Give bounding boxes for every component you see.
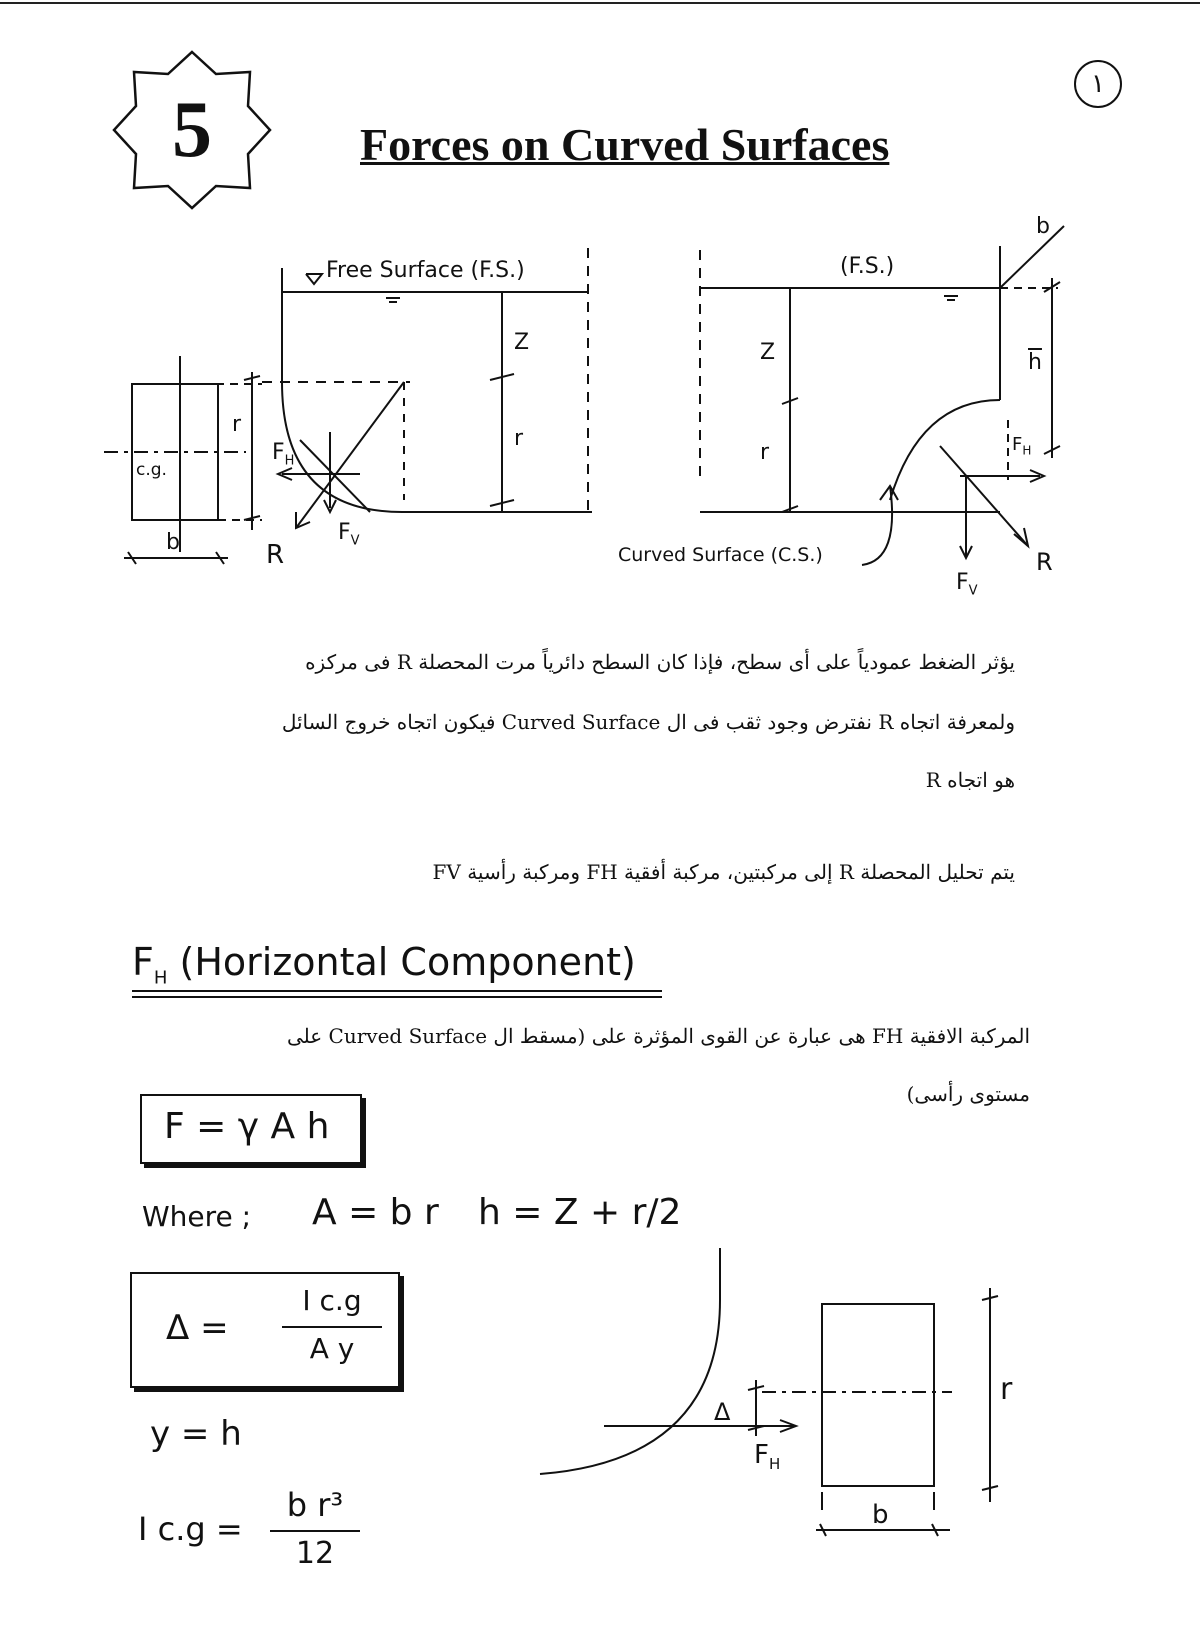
- bottom-b-label: b: [872, 1500, 889, 1530]
- diagram-bottom-projection: [0, 1240, 1200, 1640]
- left-r-resultant-label: R: [266, 540, 285, 570]
- right-r-label: r: [760, 440, 770, 465]
- right-fs-label: (F.S.): [840, 254, 895, 279]
- paragraph-1-line-2: ولمعرفة اتجاه R نفترض وجود ثقب فى ال Curved Surface فيكون اتجاه خروج السائل: [281, 710, 1015, 734]
- diagram-right-curved-surface: [0, 0, 1200, 620]
- area-formula: A = b r: [312, 1192, 439, 1233]
- icg-numerator: b r³: [286, 1486, 344, 1524]
- delta-denominator: A y: [309, 1332, 355, 1365]
- bottom-delta-label: Δ: [714, 1398, 731, 1426]
- hbar-formula: h = Z + r/2: [478, 1192, 682, 1233]
- paragraph-3-line-1: المركبة الافقية FH هى عبارة عن القوى المؤثرة على (مسقط ال Curved Surface على: [286, 1024, 1030, 1048]
- icg-lhs: I c.g =: [138, 1510, 243, 1548]
- ybar-formula: y = h: [150, 1414, 242, 1454]
- delta-lhs: Δ =: [166, 1308, 229, 1348]
- right-fh-label: $F_H$: [1012, 434, 1032, 458]
- where-label: Where ;: [142, 1200, 252, 1233]
- chapter-number: 5: [172, 86, 212, 174]
- bottom-fh-label: $F_H$: [754, 1440, 781, 1474]
- right-curved-surface-label: Curved Surface (C.S.): [618, 544, 823, 566]
- paragraph-3-line-2: مستوى رأسى): [906, 1082, 1030, 1106]
- left-fv-label: $F_V$: [338, 520, 360, 549]
- paragraph-2: يتم تحليل المحصلة R إلى مركبتين، مركبة أفقية FH ومركبة رأسية FV: [432, 860, 1015, 884]
- right-r-resultant-label: R: [1036, 548, 1053, 576]
- left-cg-label: c.g.: [136, 460, 167, 480]
- fh-heading-underline-2: [132, 996, 662, 998]
- icg-denominator: 12: [295, 1536, 335, 1571]
- page-number: ١: [1074, 60, 1122, 108]
- force-formula: F = γ A h: [164, 1106, 330, 1147]
- delta-numerator: I c.g: [302, 1284, 362, 1317]
- left-b-label: b: [166, 530, 180, 555]
- page-title: Forces on Curved Surfaces: [360, 119, 890, 170]
- right-z-label: Z: [760, 340, 776, 365]
- left-section-r-label: r: [232, 412, 242, 437]
- bottom-r-label: r: [1000, 1372, 1013, 1407]
- right-b-label: b: [1036, 214, 1050, 239]
- force-formula-box: [140, 1094, 362, 1164]
- right-fv-label: $F_V$: [956, 570, 978, 599]
- right-hbar-label: $\overline{h}$: [1028, 350, 1042, 375]
- paragraph-1-line-3: هو اتجاه R: [925, 768, 1015, 792]
- paragraph-1-line-1: يؤثر الضغط عمودياً على أى سطح، فإذا كان السطح دائرياً مرت المحصلة R فى مركزه: [305, 650, 1015, 674]
- fh-heading: $F_H$ (Horizontal Component): [132, 940, 636, 989]
- fh-heading-underline: [132, 990, 662, 992]
- left-z-label: Z: [514, 330, 530, 355]
- left-r-label: r: [514, 426, 524, 451]
- free-surface-label: Free Surface (F.S.): [326, 258, 525, 283]
- left-fh-label: $F_H$: [272, 440, 295, 469]
